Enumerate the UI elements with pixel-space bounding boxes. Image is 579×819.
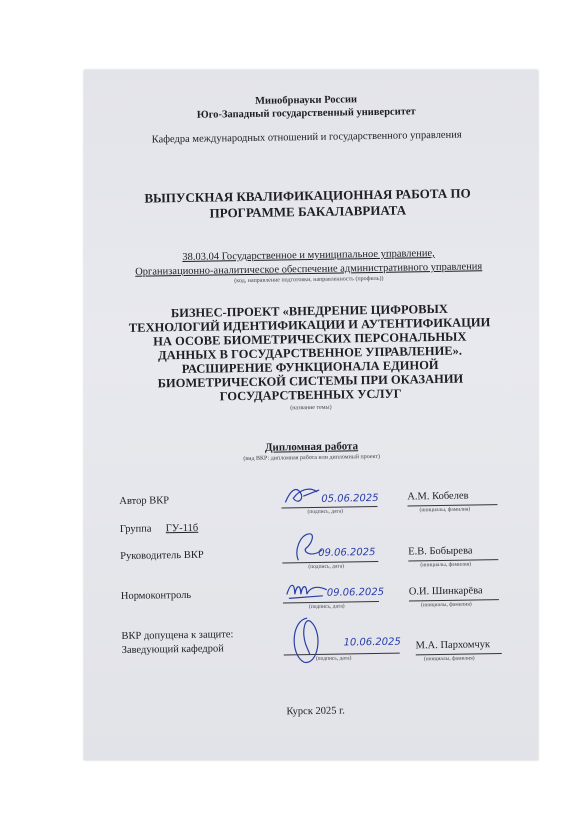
topic-line-3: НА ОСОВЕ БИОМЕТРИЧЕСКИХ ПЕРСОНАЛЬНЫХ (153, 329, 467, 349)
city-year: Курск 2025 г. (286, 705, 345, 718)
work-title-line-1: ВЫПУСКНАЯ КВАЛИФИКАЦИОННАЯ РАБОТА ПО (144, 185, 471, 206)
author-date: 05.06.2025 (321, 492, 379, 505)
supervisor-name: Е.В. Бобырева (408, 545, 473, 558)
direction-line-2: Организационно-аналитическое обеспечение административного управления (135, 261, 483, 278)
admitted-label: ВКР допущена к защите: (121, 629, 234, 643)
direction-caption: (код, направление подготовки, направленность (профиль)) (234, 275, 384, 285)
author-sign-caption: (подпись, дата) (307, 508, 344, 516)
university: Юго-Западный государственный университет (196, 106, 416, 121)
author-name-caption: (инициалы, фамилия) (419, 506, 471, 514)
normcontrol-date: 09.06.2025 (326, 586, 385, 599)
admitted-date: 10.06.2025 (343, 636, 401, 649)
author-signature (283, 482, 323, 509)
normcontrol-signature (285, 578, 329, 603)
topic-line-4: ДАННЫХ В ГОСУДАРСТВЕННОЕ УПРАВЛЕНИЕ». (157, 343, 463, 363)
admitted-sign-caption: (подпись, дата) (315, 655, 352, 662)
work-title-line-2: ПРОГРАММЕ БАКАЛАВРИАТА (209, 202, 407, 221)
document-page (84, 70, 538, 760)
topic-caption: (название темы) (290, 404, 332, 412)
supervisor-date: 09.06.2025 (318, 547, 376, 559)
page-content (79, 66, 544, 763)
author-name: А.М. Кобелев (407, 490, 469, 503)
supervisor-sign-caption: (подпись, дата) (308, 563, 345, 571)
topic-line-7: ГОСУДАРСТВЕННЫХ УСЛУГ (219, 386, 402, 404)
group-label: Группа (119, 523, 152, 536)
supervisor-name-caption: (инициалы, фамилия) (420, 561, 472, 569)
department: Кафедра международных отношений и государственного управления (151, 129, 462, 146)
ministry: Минобрнауки России (255, 94, 358, 107)
topic-line-1: БИЗНЕС-ПРОЕКТ «ВНЕДРЕНИЕ ЦИФРОВЫХ (170, 301, 448, 321)
normcontrol-label: Нормоконтроль (120, 589, 192, 603)
normcontrol-name-caption: (инициалы, фамилия) (420, 601, 472, 609)
direction-line-1: 38.03.04 Государственное и муниципальное управление, (182, 248, 435, 264)
work-type-caption: (вид ВКР: дипломная работа или дипломный проект) (243, 453, 380, 463)
work-type: Дипломная работа (264, 440, 359, 454)
normcontrol-name: О.И. Шинкарёва (408, 585, 483, 598)
normcontrol-sign-caption: (подпись, дата) (308, 603, 345, 611)
author-label: Автор ВКР (119, 495, 170, 508)
group-value: ГУ-11б (165, 522, 199, 535)
head-name: М.А. Пархомчук (415, 639, 491, 652)
head-of-department-label: Заведующий кафедрой (121, 643, 224, 657)
head-name-caption: (инициалы, фамилия) (423, 655, 475, 663)
topic-line-2: ТЕХНОЛОГИЙ ИДЕНТИФИКАЦИИ И АУТЕНТИФИКАЦИИ (128, 315, 491, 335)
supervisor-label: Руководитель ВКР (120, 549, 204, 563)
topic-line-5: РАСШИРЕНИЕ ФУНКЦИОНАЛА ЕДИНОЙ (181, 357, 439, 377)
topic-line-6: БИОМЕТРИЧЕСКОЙ СИСТЕМЫ ПРИ ОКАЗАНИИ (157, 371, 464, 391)
